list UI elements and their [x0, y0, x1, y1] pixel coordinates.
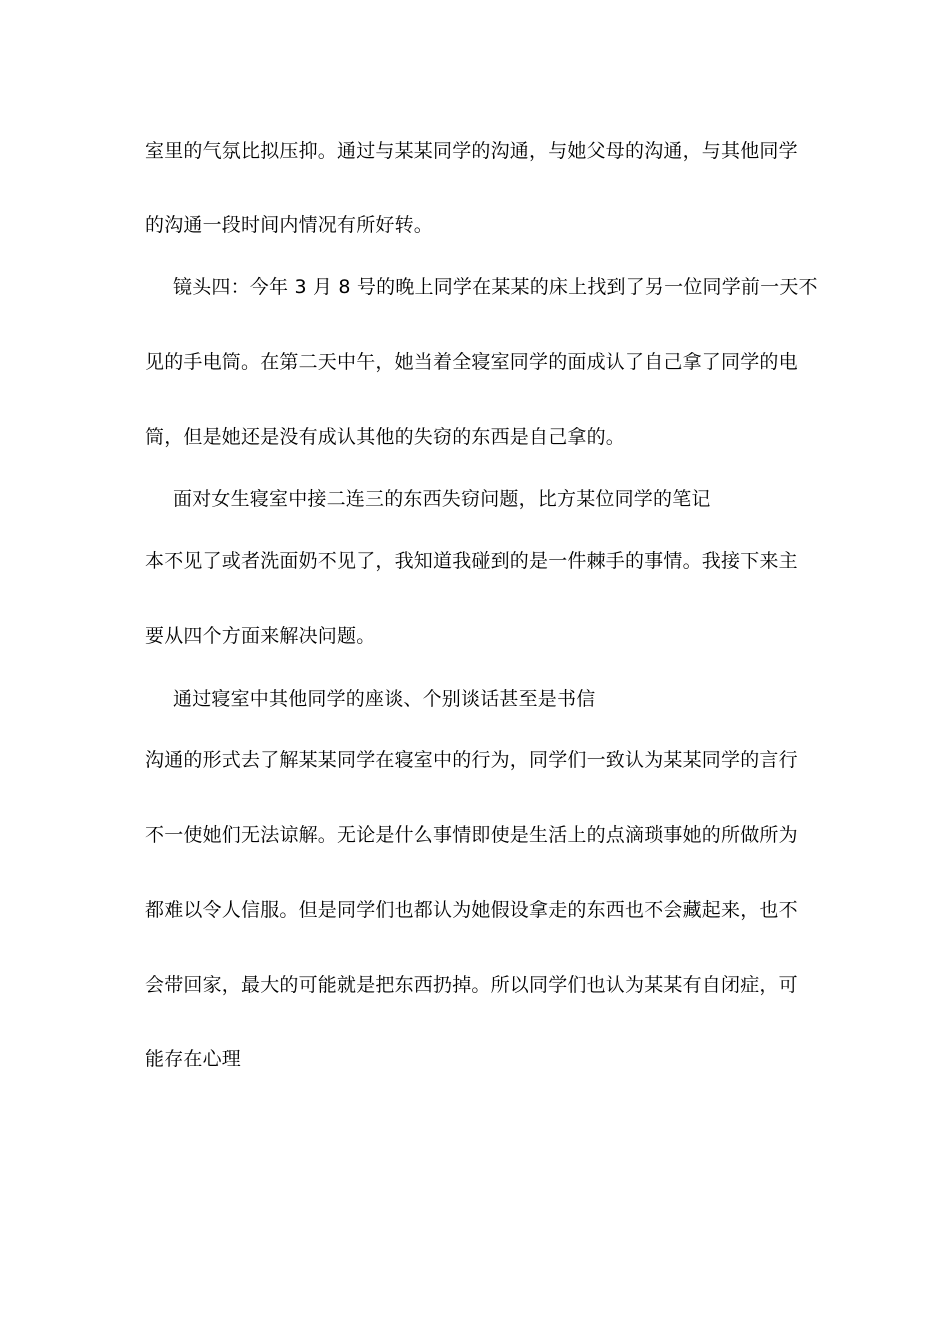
text-line-6: 面对女生寝室中接二连三的东西失窃问题，比方某位同学的笔记 [173, 488, 711, 510]
text-line-11: 不一使她们无法谅解。无论是什么事情即使是生活上的点滴琐事她的所做所为 [145, 824, 798, 846]
text-line-3: 镜头四：今年 3 月 8 号的晚上同学在某某的床上找到了另一位同学前一天不 [173, 276, 818, 298]
text-line-7: 本不见了或者洗面奶不见了，我知道我碰到的是一件棘手的事情。我接下来主 [145, 550, 798, 572]
text-line-9: 通过寝室中其他同学的座谈、个别谈话甚至是书信 [173, 688, 596, 710]
text-line-2: 的沟通一段时间内情况有所好转。 [145, 214, 434, 236]
text-line-12: 都难以令人信服。但是同学们也都认为她假设拿走的东西也不会藏起来，也不 [145, 899, 798, 921]
text-line-5: 筒，但是她还是没有成认其他的失窃的东西是自己拿的。 [145, 426, 626, 448]
text-line-4: 见的手电筒。在第二天中午，她当着全寝室同学的面成认了自己拿了同学的电 [145, 351, 798, 373]
text-line-14: 能存在心理 [145, 1048, 242, 1070]
text-line-10: 沟通的形式去了解某某同学在寝室中的行为，同学们一致认为某某同学的言行 [145, 749, 798, 771]
text-line-13: 会带回家，最大的可能就是把东西扔掉。所以同学们也认为某某有自闭症，可 [145, 974, 798, 996]
text-line-1: 室里的气氛比拟压抑。通过与某某同学的沟通，与她父母的沟通，与其他同学 [145, 140, 798, 162]
text-line-8: 要从四个方面来解决问题。 [145, 625, 376, 647]
